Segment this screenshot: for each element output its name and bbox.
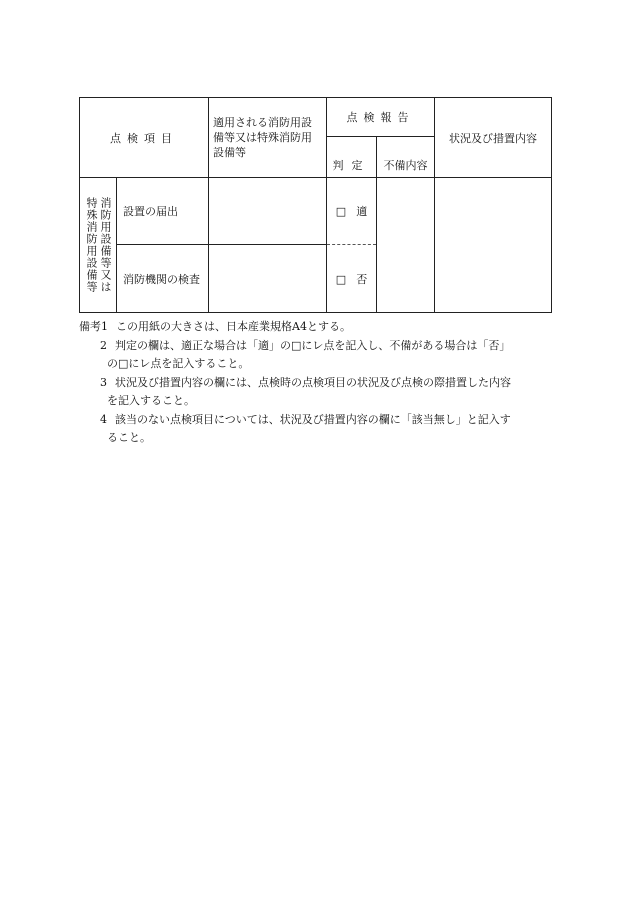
judgment-conforming-label: 適 <box>356 205 368 218</box>
remark-4-line2: ること。 <box>107 431 151 444</box>
remark-3-line1: 状況及び措置内容の欄には、点検時の点検項目の状況及び点検の際措置した内容 <box>115 375 511 389</box>
remark-1-text: この用紙の大きさは、日本産業規格A4とする。 <box>116 320 351 333</box>
remarks-prefix: 備考1 <box>79 320 108 333</box>
remark-3-line2: を記入すること。 <box>107 394 195 407</box>
category-text-col2: 消防用設備等又は <box>99 197 112 293</box>
judgment-nonconforming-label: 否 <box>356 272 368 286</box>
remark-4-number: 4 <box>100 412 107 426</box>
header-judgment: 判定 <box>327 137 377 178</box>
remark-4 <box>79 411 559 430</box>
category-cell <box>80 178 117 313</box>
status-measures-cell[interactable] <box>435 178 552 313</box>
remark-3-number: 3 <box>100 375 107 389</box>
checkbox-icon[interactable]: □ <box>335 205 347 218</box>
remark-3 <box>79 374 559 393</box>
equipment-cell-notification[interactable] <box>209 178 327 245</box>
category-text-col1: 特殊消防用設備等 <box>85 197 98 293</box>
judgment-cell-nonconforming[interactable] <box>327 245 377 313</box>
header-inspection-report: 点検報告 <box>327 98 435 137</box>
header-defect-content: 不備内容 <box>377 137 435 178</box>
defect-content-cell[interactable] <box>377 178 435 313</box>
item-notification: 設置の届出 <box>117 178 209 245</box>
remark-2-number: 2 <box>100 338 107 352</box>
remark-4-line1: 該当のない点検項目については、状況及び措置内容の欄に「該当無し」と記入す <box>115 412 511 426</box>
item-fire-department-inspection: 消防機関の検査 <box>117 245 209 313</box>
judgment-cell-conforming[interactable] <box>327 178 377 245</box>
header-status-measures: 状況及び措置内容 <box>435 98 552 178</box>
equipment-cell-inspection[interactable] <box>209 245 327 313</box>
remark-2-line2: の□にレ点を記入すること。 <box>107 357 250 370</box>
header-applicable-equipment: 適用される消防用設備等又は特殊消防用設備等 <box>209 98 327 178</box>
checkbox-icon[interactable]: □ <box>335 272 347 286</box>
remark-1 <box>79 318 559 337</box>
remark-2-line1: 判定の欄は、適正な場合は「適」の□にレ点を記入し、不備がある場合は「否」 <box>115 338 511 352</box>
header-inspection-item: 点検項目 <box>80 98 209 178</box>
remarks <box>79 318 559 448</box>
remark-2 <box>79 337 559 356</box>
inspection-table <box>79 97 552 313</box>
